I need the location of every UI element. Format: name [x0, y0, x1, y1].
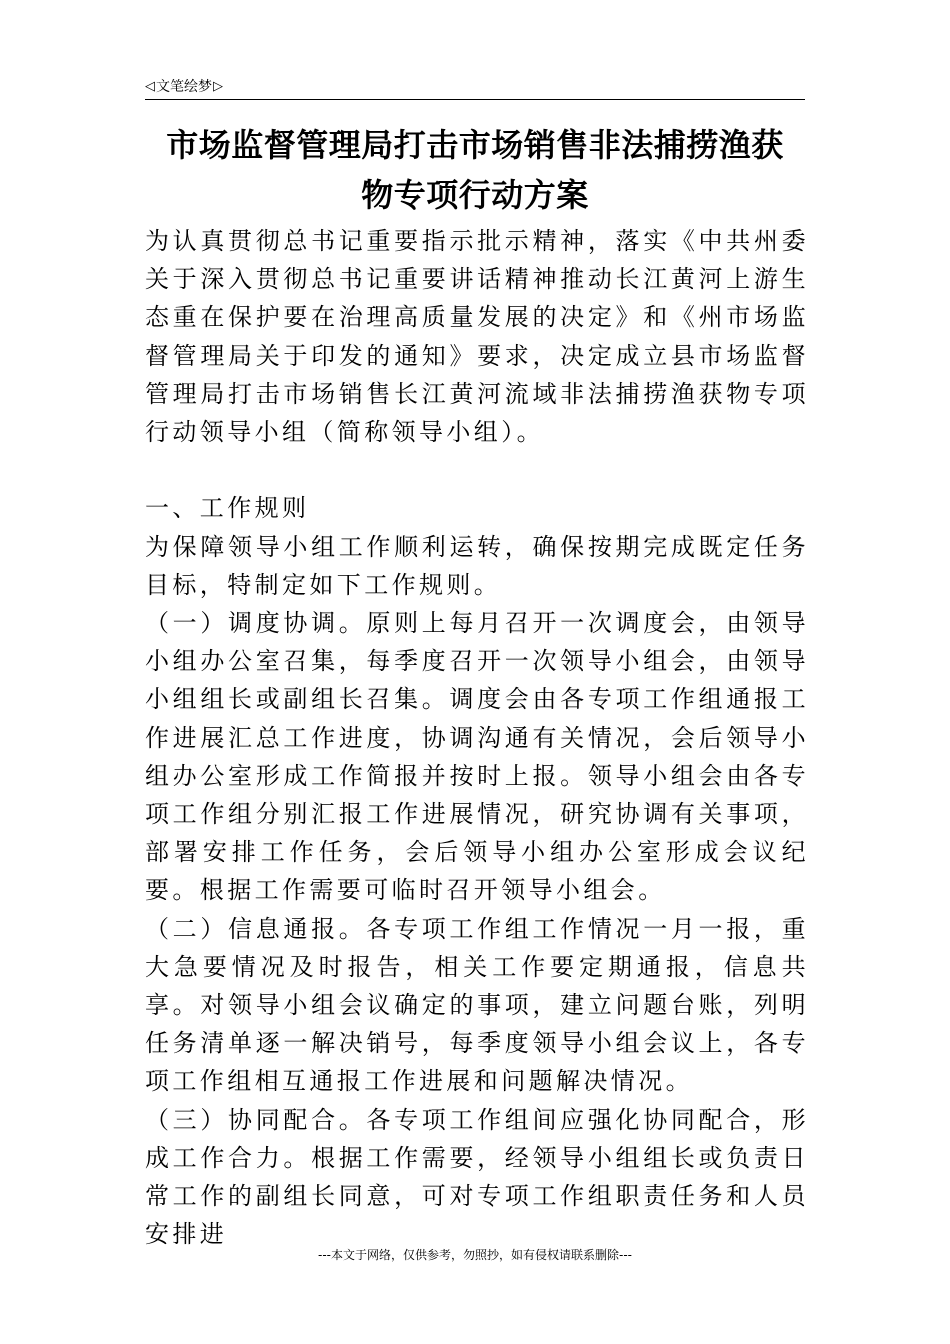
left-triangle-icon: ◁ [145, 79, 155, 94]
item-paragraph-3: （三）协同配合。各专项工作组间应强化协同配合，形成工作合力。根据工作需要，经领导小组组长或负责日常工作的副组长同意，可对专项工作组职责任务和人员安排进 [145, 1105, 809, 1249]
section-heading: 一、工作规则 [145, 494, 310, 523]
blank-line [145, 451, 809, 489]
item-paragraph-1: （一）调度协调。原则上每月召开一次调度会，由领导小组办公室召集，每季度召开一次领导小组会，由领导小组组长或副组长召集。调度会由各专项工作组通报工作进展汇总工作进度，协调沟通有关情况，会后领导小组办公室形成工作简报并按时上报。领导小组会由各专项工作组分别汇报工作进展情况，研究协调有关事项，部署安排工作任务，会后领导小组办公室形成会议纪要。根据工作需要可临时召开领导小组会。 [145, 609, 809, 905]
title-line-2: 物专项行动方案 [361, 176, 589, 214]
document-body [145, 222, 809, 1253]
item-paragraph-2: （二）信息通报。各专项工作组工作情况一月一报，重大急要情况及时报告，相关工作要定期通报，信息共享。对领导小组会议确定的事项，建立问题台账，列明任务清单逐一解决销号，每季度领导小组会议上，各专项工作组相互通报工作进展和问题解决情况。 [145, 914, 809, 1096]
right-triangle-icon: ▷ [213, 79, 223, 94]
header-brand-text: 文笔绘梦 [156, 79, 212, 95]
title-line-1: 市场监督管理局打击市场销售非法捕捞渔获 [166, 126, 784, 164]
document-title [140, 120, 810, 220]
page-header [145, 75, 805, 100]
intro-paragraph: 为认真贯彻总书记重要指示批示精神，落实《中共州委关于深入贯彻总书记重要讲话精神推动长江黄河上游生态重在保护要在治理高质量发展的决定》和《州市场监督管理局关于印发的通知》要求，决定成立县市场监督管理局打击市场销售长江黄河流域非法捕捞渔获物专项行动领导小组（简称领导小组）。 [145, 227, 809, 447]
page-footer: ---本文于网络，仅供参考，勿照抄，如有侵权请联系删除--- [318, 1248, 632, 1262]
section-intro-paragraph: 为保障领导小组工作顺利运转，确保按期完成既定任务目标，特制定如下工作规则。 [145, 532, 809, 599]
header-brand [145, 77, 223, 97]
